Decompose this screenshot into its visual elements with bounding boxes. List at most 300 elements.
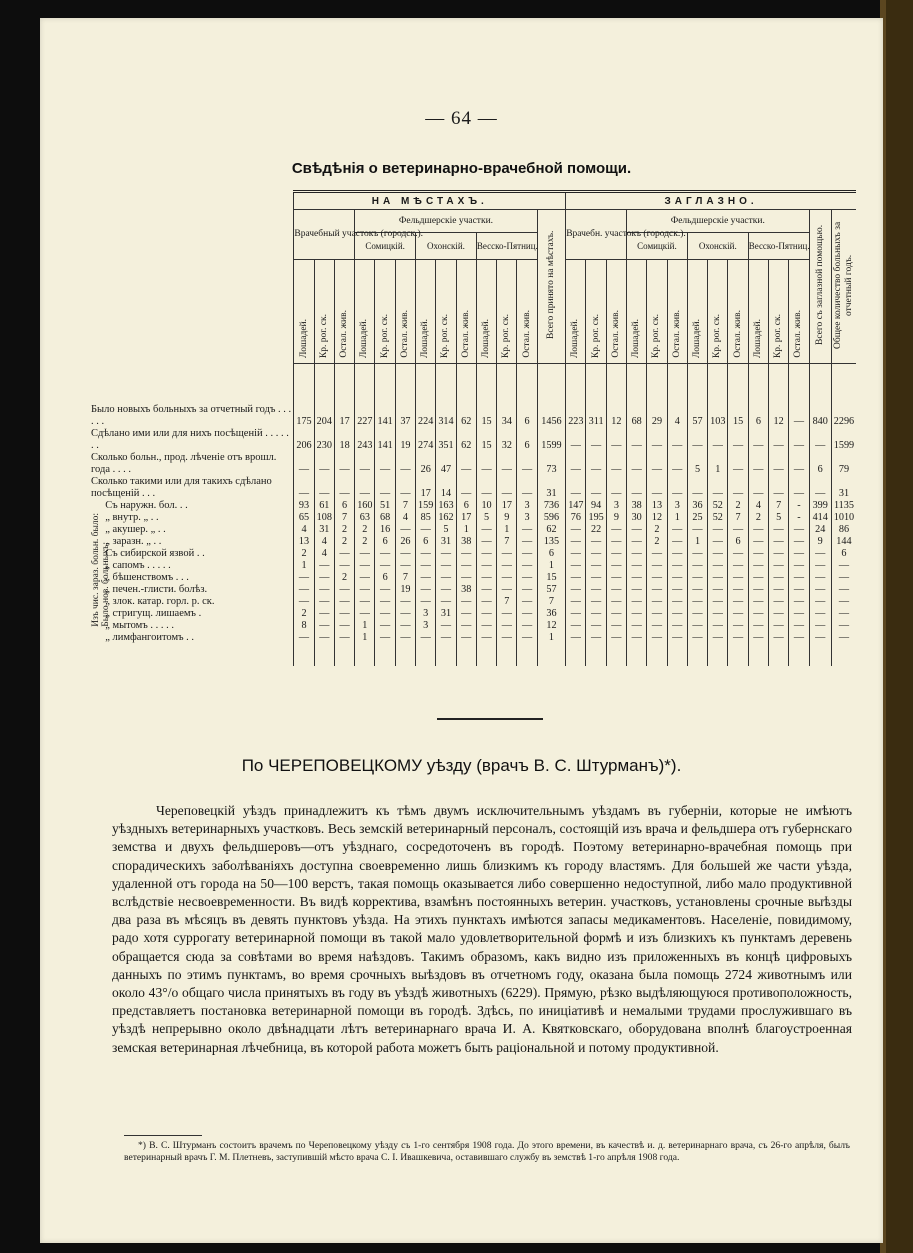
table-cell: 31 — [314, 524, 334, 536]
table-cell: 5 — [769, 512, 789, 524]
table-cell: 4 — [667, 404, 687, 428]
table-cell: — — [748, 620, 768, 632]
table-cell: — — [667, 476, 687, 500]
table-cell: — — [687, 524, 707, 536]
row-label: „ стригущ. лишаемъ . — [105, 608, 202, 619]
table-cell: 2 — [647, 536, 667, 548]
table-cell: — — [627, 476, 647, 500]
table-cell: — — [497, 584, 517, 596]
table-row — [91, 608, 856, 620]
table-cell: — — [728, 632, 748, 644]
table-cell: — — [395, 632, 415, 644]
corner-cell — [91, 210, 294, 364]
table-cell: 31 — [537, 476, 565, 500]
table-cell: — — [627, 536, 647, 548]
table-cell: — — [606, 452, 626, 476]
spacer-cell — [436, 644, 456, 666]
table-cell: — — [728, 620, 748, 632]
table-cell: — — [517, 608, 537, 620]
table-cell: — — [416, 572, 436, 584]
row-label: „ внутр. „ . . — [105, 512, 159, 523]
table-cell: 62 — [537, 524, 565, 536]
table-cell: — — [314, 608, 334, 620]
table-cell: — — [627, 608, 647, 620]
spacer-cell — [566, 644, 586, 666]
table-cell: 2 — [334, 524, 354, 536]
table-cell: — — [476, 620, 496, 632]
table-cell: — — [456, 548, 476, 560]
table-cell: 6 — [375, 572, 395, 584]
header-grand-total: Общее количество больныхъ за отчетный годъ. — [831, 210, 856, 364]
column-header: Остал. жив. — [456, 259, 476, 363]
table-cell: — — [687, 428, 707, 452]
table-cell: — — [294, 572, 314, 584]
body-paragraph: Череповецкій уѣздъ принадлежитъ къ тѣмъ двумъ исключительнымъ уѣздамъ въ губерніи, которые не имѣютъ уѣздныхъ ветеринарныхъ участковъ. Весь земскій ветеринарный персоналъ, состоящій изъ врача и фельдшера отъ губернскаго земства и двухъ фельдшеровъ—отъ уѣзднаго, сосредоточенъ въ городѣ. Поэтому ветеринарно-врачебная помощь при спорадическихъ заболѣваніяхъ доступна своевременно лишь близкимъ къ городу властямъ. Для большей же части уѣзда, удаленной отъ города на 50—100 верстъ, такая помощь оказывается либо совершенно недоступной, либо мало продуктивной вслѣдствіе несвоевременности. Въ видѣ корректива, взамѣнъ постоянныхъ ветерин. участковъ, установлены срочные выѣзды два раза въ мѣсяцъ въ девять пунктовъ уѣзда. На этихъ пунктахъ имѣются запасы медикаментовъ. Населеніе, повидимому, радо хотя суррогату ветеринарной помощи въ такой мало удовлетворительной формѣ и изъ близкихъ къ пунктамъ деревень обращается сюда за совѣтами во время наѣздовъ. Такимъ образомъ, какъ видно изъ приложенныхъ въ концѣ цифровыхъ данныхъ по этимъ пунктамъ, во время срочныхъ выѣздовъ въ отчетномъ году, оказана была помощь 2724 животнымъ или около 43°/о общаго числа принятыхъ въ году въ уѣздѣ животныхъ (6229). Прямую, рѣзко выдѣляющуюся противоположность, представляетъ постановка ветеринарной помощи въ городѣ. Здѣсь, по иниціативѣ и немалыми трудами прослужившаго въ уѣздѣ непрерывно около двѣнадцати лѣтъ ветеринарнаго врача И. А. Квятковскаго, оборудована вполнѣ благоустроенная земская ветеринарная лѣчебница, въ которой работа можетъ быть раціональной и потому продуктивной. — [112, 803, 852, 1055]
table-cell: 85 — [416, 512, 436, 524]
table-cell: — — [789, 548, 809, 560]
table-cell: — — [769, 620, 789, 632]
table-cell: — — [708, 476, 728, 500]
table-cell: — — [355, 572, 375, 584]
spacer-cell — [687, 644, 707, 666]
table-cell: — — [416, 596, 436, 608]
row-label: „ сапомъ . . . . . — [105, 560, 171, 571]
table-cell: — — [586, 596, 606, 608]
table-cell: 6 — [517, 428, 537, 452]
table-cell: 6 — [831, 548, 856, 560]
table-cell: — — [375, 596, 395, 608]
corner-cell — [91, 192, 294, 210]
table-cell: — — [334, 476, 354, 500]
table-cell: 1 — [667, 512, 687, 524]
table-cell: 2 — [334, 536, 354, 548]
table-cell: 141 — [375, 404, 395, 428]
table-cell: 274 — [416, 428, 436, 452]
table-cell: — — [456, 608, 476, 620]
table-row — [91, 512, 856, 524]
column-header: Лошадей. — [476, 259, 496, 363]
table-cell: — — [375, 584, 395, 596]
table-cell: — — [436, 584, 456, 596]
subgroup-header: Сомицкій. — [355, 232, 416, 259]
table-cell: — — [566, 548, 586, 560]
table-cell: — — [728, 548, 748, 560]
table-cell: — — [687, 572, 707, 584]
table-cell: — — [476, 584, 496, 596]
table-cell: — — [728, 572, 748, 584]
table-cell: 6 — [728, 536, 748, 548]
table-cell: — — [789, 632, 809, 644]
table-cell: — — [831, 608, 856, 620]
row-label: Сдѣлано ими или для нихъ посѣщеній . . . . . . . — [91, 428, 289, 451]
table-cell: — — [355, 548, 375, 560]
table-cell: — — [667, 584, 687, 596]
table-cell: — — [355, 596, 375, 608]
table-cell: — — [627, 548, 647, 560]
spacer-cell — [517, 364, 537, 405]
table-cell: 17 — [497, 500, 517, 512]
table-cell: 63 — [355, 512, 375, 524]
table-cell: — — [789, 476, 809, 500]
table-cell: 108 — [314, 512, 334, 524]
table-cell: — — [497, 548, 517, 560]
table-cell: — — [294, 596, 314, 608]
table-cell: — — [789, 404, 809, 428]
table-cell: 7 — [769, 500, 789, 512]
table-cell: — — [476, 608, 496, 620]
table-cell: 6 — [375, 536, 395, 548]
table-cell: — — [355, 608, 375, 620]
table-cell: — — [667, 596, 687, 608]
table-cell: — — [789, 560, 809, 572]
table-cell: — — [809, 428, 831, 452]
row-label: „ заразн. „ . . — [105, 536, 162, 547]
table-cell: 5 — [687, 452, 707, 476]
table-cell: 1456 — [537, 404, 565, 428]
table-cell: — — [789, 524, 809, 536]
table-cell: 5 — [476, 512, 496, 524]
table-cell: — — [748, 584, 768, 596]
table-cell: — — [647, 560, 667, 572]
table-cell: — — [728, 428, 748, 452]
spacer-cell — [375, 364, 395, 405]
table-cell: — — [831, 560, 856, 572]
table-cell: 51 — [375, 500, 395, 512]
table-cell: 7 — [497, 596, 517, 608]
table-cell: 13 — [647, 500, 667, 512]
table-cell: 7 — [334, 512, 354, 524]
table-cell: 1135 — [831, 500, 856, 512]
table-cell: 159 — [416, 500, 436, 512]
table-cell: — — [667, 452, 687, 476]
table-cell: — — [497, 608, 517, 620]
column-header: Кр. рог. ск. — [647, 259, 667, 363]
column-header: Остал. жив. — [728, 259, 748, 363]
table-cell: — — [456, 632, 476, 644]
table-cell: — — [647, 572, 667, 584]
table-cell: — — [395, 608, 415, 620]
table-cell: — — [748, 536, 768, 548]
row-label: Съ сибирской язвой . . — [105, 548, 205, 559]
table-cell: — — [667, 536, 687, 548]
table-cell: — — [395, 524, 415, 536]
table-cell: — — [497, 632, 517, 644]
table-cell: — — [627, 620, 647, 632]
header-total-here: Всего принято на мѣстахъ. — [537, 210, 565, 364]
table-cell: — — [416, 632, 436, 644]
table-cell: 19 — [395, 428, 415, 452]
table-cell: — — [314, 476, 334, 500]
table-cell: — — [566, 620, 586, 632]
table-cell: 1 — [708, 452, 728, 476]
table-cell: — — [627, 572, 647, 584]
table-cell: — — [456, 560, 476, 572]
table-cell: — — [708, 560, 728, 572]
table-cell: — — [667, 572, 687, 584]
table-cell: — — [476, 452, 496, 476]
table-cell: 3 — [416, 620, 436, 632]
spacer-cell — [517, 644, 537, 666]
spacer-cell — [606, 364, 626, 405]
table-cell: — — [476, 572, 496, 584]
row-label: „ бѣшенствомъ . . . — [105, 572, 189, 583]
spacer-cell — [748, 364, 768, 405]
table-cell: 4 — [314, 548, 334, 560]
table-cell: — — [334, 584, 354, 596]
table-cell: — — [395, 476, 415, 500]
table-cell: — — [375, 452, 395, 476]
table-cell: — — [456, 596, 476, 608]
table-row — [91, 620, 856, 632]
table-cell: — — [789, 572, 809, 584]
table-cell: — — [517, 584, 537, 596]
spacer-cell — [476, 364, 496, 405]
table-cell: — — [375, 608, 395, 620]
table-cell: — — [566, 572, 586, 584]
table-cell: — — [294, 584, 314, 596]
table-cell: 12 — [769, 404, 789, 428]
table-cell: 1 — [687, 536, 707, 548]
table-cell: 736 — [537, 500, 565, 512]
table-cell: — — [517, 452, 537, 476]
spacer-cell — [667, 644, 687, 666]
table-cell: — — [334, 596, 354, 608]
column-header: Лошадей. — [416, 259, 436, 363]
table-row — [91, 548, 856, 560]
table-cell: — — [647, 584, 667, 596]
row-label: „ печен.-глисти. болѣз. — [105, 584, 208, 595]
table-cell: — — [314, 584, 334, 596]
table-cell: 1 — [497, 524, 517, 536]
table-cell: — — [606, 632, 626, 644]
table-cell: — — [647, 452, 667, 476]
table-cell: 31 — [436, 536, 456, 548]
subgroup-header: Охонскій. — [416, 232, 477, 259]
table-cell: — — [627, 584, 647, 596]
table-cell: — — [748, 608, 768, 620]
table-cell: — — [375, 476, 395, 500]
table-cell: — — [294, 632, 314, 644]
table-cell: 135 — [537, 536, 565, 548]
table-cell: — — [456, 476, 476, 500]
table-cell: 36 — [687, 500, 707, 512]
table-cell: — — [748, 476, 768, 500]
table-cell: 204 — [314, 404, 334, 428]
table-cell: — — [809, 584, 831, 596]
table-cell: 1 — [294, 560, 314, 572]
spacer-cell — [537, 364, 565, 405]
table-cell: — — [647, 608, 667, 620]
table-cell: 7 — [728, 512, 748, 524]
table-cell: 37 — [395, 404, 415, 428]
page-number: — 64 — — [425, 108, 498, 129]
table-cell: — — [769, 476, 789, 500]
table-cell: — — [647, 548, 667, 560]
table-cell: 1 — [355, 632, 375, 644]
table-cell: — — [748, 572, 768, 584]
row-label: „ акушер. „ . . — [105, 524, 166, 535]
spacer-cell — [809, 644, 831, 666]
table-cell: 1 — [537, 560, 565, 572]
row-group-side-label: Изъ чис. зараз. больн. было:Было нов. больныхъ: — [91, 513, 111, 627]
table-cell: 34 — [497, 404, 517, 428]
spacer-cell — [647, 644, 667, 666]
table-cell: — — [436, 596, 456, 608]
table-cell: — — [708, 572, 728, 584]
table-cell: — — [708, 608, 728, 620]
table-cell: — — [647, 428, 667, 452]
table-row — [91, 536, 856, 548]
table-cell: — — [687, 560, 707, 572]
table-cell: — — [497, 572, 517, 584]
header-vrach-uchastok: Врачебный участокъ (городск.). — [294, 210, 355, 260]
table-cell: 7 — [537, 596, 565, 608]
table-cell: 230 — [314, 428, 334, 452]
table-cell: — — [606, 608, 626, 620]
table-cell: 52 — [708, 500, 728, 512]
table-cell: 8 — [294, 620, 314, 632]
table-cell: 15 — [476, 404, 496, 428]
table-cell: — — [566, 524, 586, 536]
table-cell: — — [728, 452, 748, 476]
table-cell: — — [687, 596, 707, 608]
spacer-cell — [395, 364, 415, 405]
table-cell: — — [476, 632, 496, 644]
table-cell: 144 — [831, 536, 856, 548]
spacer-cell — [708, 644, 728, 666]
table-cell: 3 — [667, 500, 687, 512]
table-cell: 7 — [497, 536, 517, 548]
table-cell: 4 — [314, 536, 334, 548]
table-cell: — — [375, 632, 395, 644]
column-header: Кр. рог. ск. — [375, 259, 395, 363]
table-cell: — — [497, 560, 517, 572]
spacer-cell — [105, 644, 294, 666]
table-cell: 12 — [537, 620, 565, 632]
table-row — [91, 404, 856, 428]
column-header: Кр. рог. ск. — [314, 259, 334, 363]
table-cell: — — [667, 548, 687, 560]
table-cell: — — [606, 476, 626, 500]
table-row — [91, 476, 856, 500]
table-cell: — — [517, 596, 537, 608]
table-cell: 4 — [294, 524, 314, 536]
spacer-cell — [728, 644, 748, 666]
table-cell: — — [687, 584, 707, 596]
table-cell: 94 — [586, 500, 606, 512]
subgroup-header: Весско-Пятниц. — [748, 232, 809, 259]
table-cell: — — [831, 620, 856, 632]
spacer-cell — [831, 364, 856, 405]
table-cell: 3 — [416, 608, 436, 620]
table-cell: 2 — [647, 524, 667, 536]
table-cell: 314 — [436, 404, 456, 428]
table-cell: — — [667, 620, 687, 632]
table-cell: 57 — [687, 404, 707, 428]
spacer-cell — [436, 364, 456, 405]
table-cell: — — [627, 428, 647, 452]
table-cell: — — [436, 548, 456, 560]
column-header: Кр. рог. ск. — [497, 259, 517, 363]
table-cell: 103 — [708, 404, 728, 428]
table-cell: 9 — [606, 512, 626, 524]
table-cell: 227 — [355, 404, 375, 428]
table-cell: — — [395, 452, 415, 476]
table-cell: — — [606, 524, 626, 536]
table-cell: 163 — [436, 500, 456, 512]
table-cell: 399 — [809, 500, 831, 512]
table-cell: 26 — [416, 452, 436, 476]
table-cell: 5 — [436, 524, 456, 536]
table-cell: 65 — [294, 512, 314, 524]
spacer-cell — [456, 644, 476, 666]
table-row — [91, 500, 856, 512]
table-cell: — — [728, 476, 748, 500]
table-cell: — — [497, 452, 517, 476]
table-cell: — — [436, 620, 456, 632]
table-cell: — — [667, 560, 687, 572]
table-cell: — — [566, 476, 586, 500]
table-cell: — — [355, 452, 375, 476]
subgroup-header: Весско-Пятниц. — [476, 232, 537, 259]
spacer-cell — [627, 644, 647, 666]
table-cell: — — [708, 632, 728, 644]
table-cell: 62 — [456, 404, 476, 428]
table-cell: — — [627, 524, 647, 536]
table-cell: 6 — [809, 452, 831, 476]
row-label: „ злок. катар. горл. р. ск. — [105, 596, 215, 607]
table-row — [91, 572, 856, 584]
table-cell: — — [395, 596, 415, 608]
table-cell: 38 — [456, 536, 476, 548]
row-label: Было новыхъ больныхъ за отчетный годъ . . . . . . — [91, 404, 292, 427]
table-cell: — — [586, 536, 606, 548]
table-cell: — — [769, 548, 789, 560]
table-cell: 17 — [334, 404, 354, 428]
table-cell: — — [355, 560, 375, 572]
table-cell: — — [728, 560, 748, 572]
table-cell: — — [314, 572, 334, 584]
column-header: Лошадей. — [355, 259, 375, 363]
spacer-cell — [355, 364, 375, 405]
row-label: Сколько такими или для такихъ сдѣлано посѣщеній . . . — [91, 476, 272, 499]
table-cell: — — [728, 608, 748, 620]
table-cell: 1599 — [537, 428, 565, 452]
table-cell: — — [334, 608, 354, 620]
table-cell: — — [687, 548, 707, 560]
table-cell: 10 — [476, 500, 496, 512]
table-cell: — — [809, 620, 831, 632]
table-cell: 175 — [294, 404, 314, 428]
row-label: Сколько больн., прод. лѣченіе отъ врошл. года . . . . — [91, 452, 277, 475]
table-cell: 29 — [647, 404, 667, 428]
table-cell: — — [789, 620, 809, 632]
table-cell: — — [627, 452, 647, 476]
table-cell: 12 — [647, 512, 667, 524]
table-cell: — — [294, 452, 314, 476]
table-cell: — — [627, 596, 647, 608]
table-cell: — — [606, 596, 626, 608]
spacer-cell — [667, 364, 687, 405]
table-cell: — — [436, 560, 456, 572]
table-cell: 141 — [375, 428, 395, 452]
table-cell: — — [708, 548, 728, 560]
table-cell: — — [334, 632, 354, 644]
footnote-rule — [124, 1135, 202, 1136]
table-cell: — — [667, 524, 687, 536]
spacer-cell — [416, 364, 436, 405]
spacer-cell — [769, 364, 789, 405]
